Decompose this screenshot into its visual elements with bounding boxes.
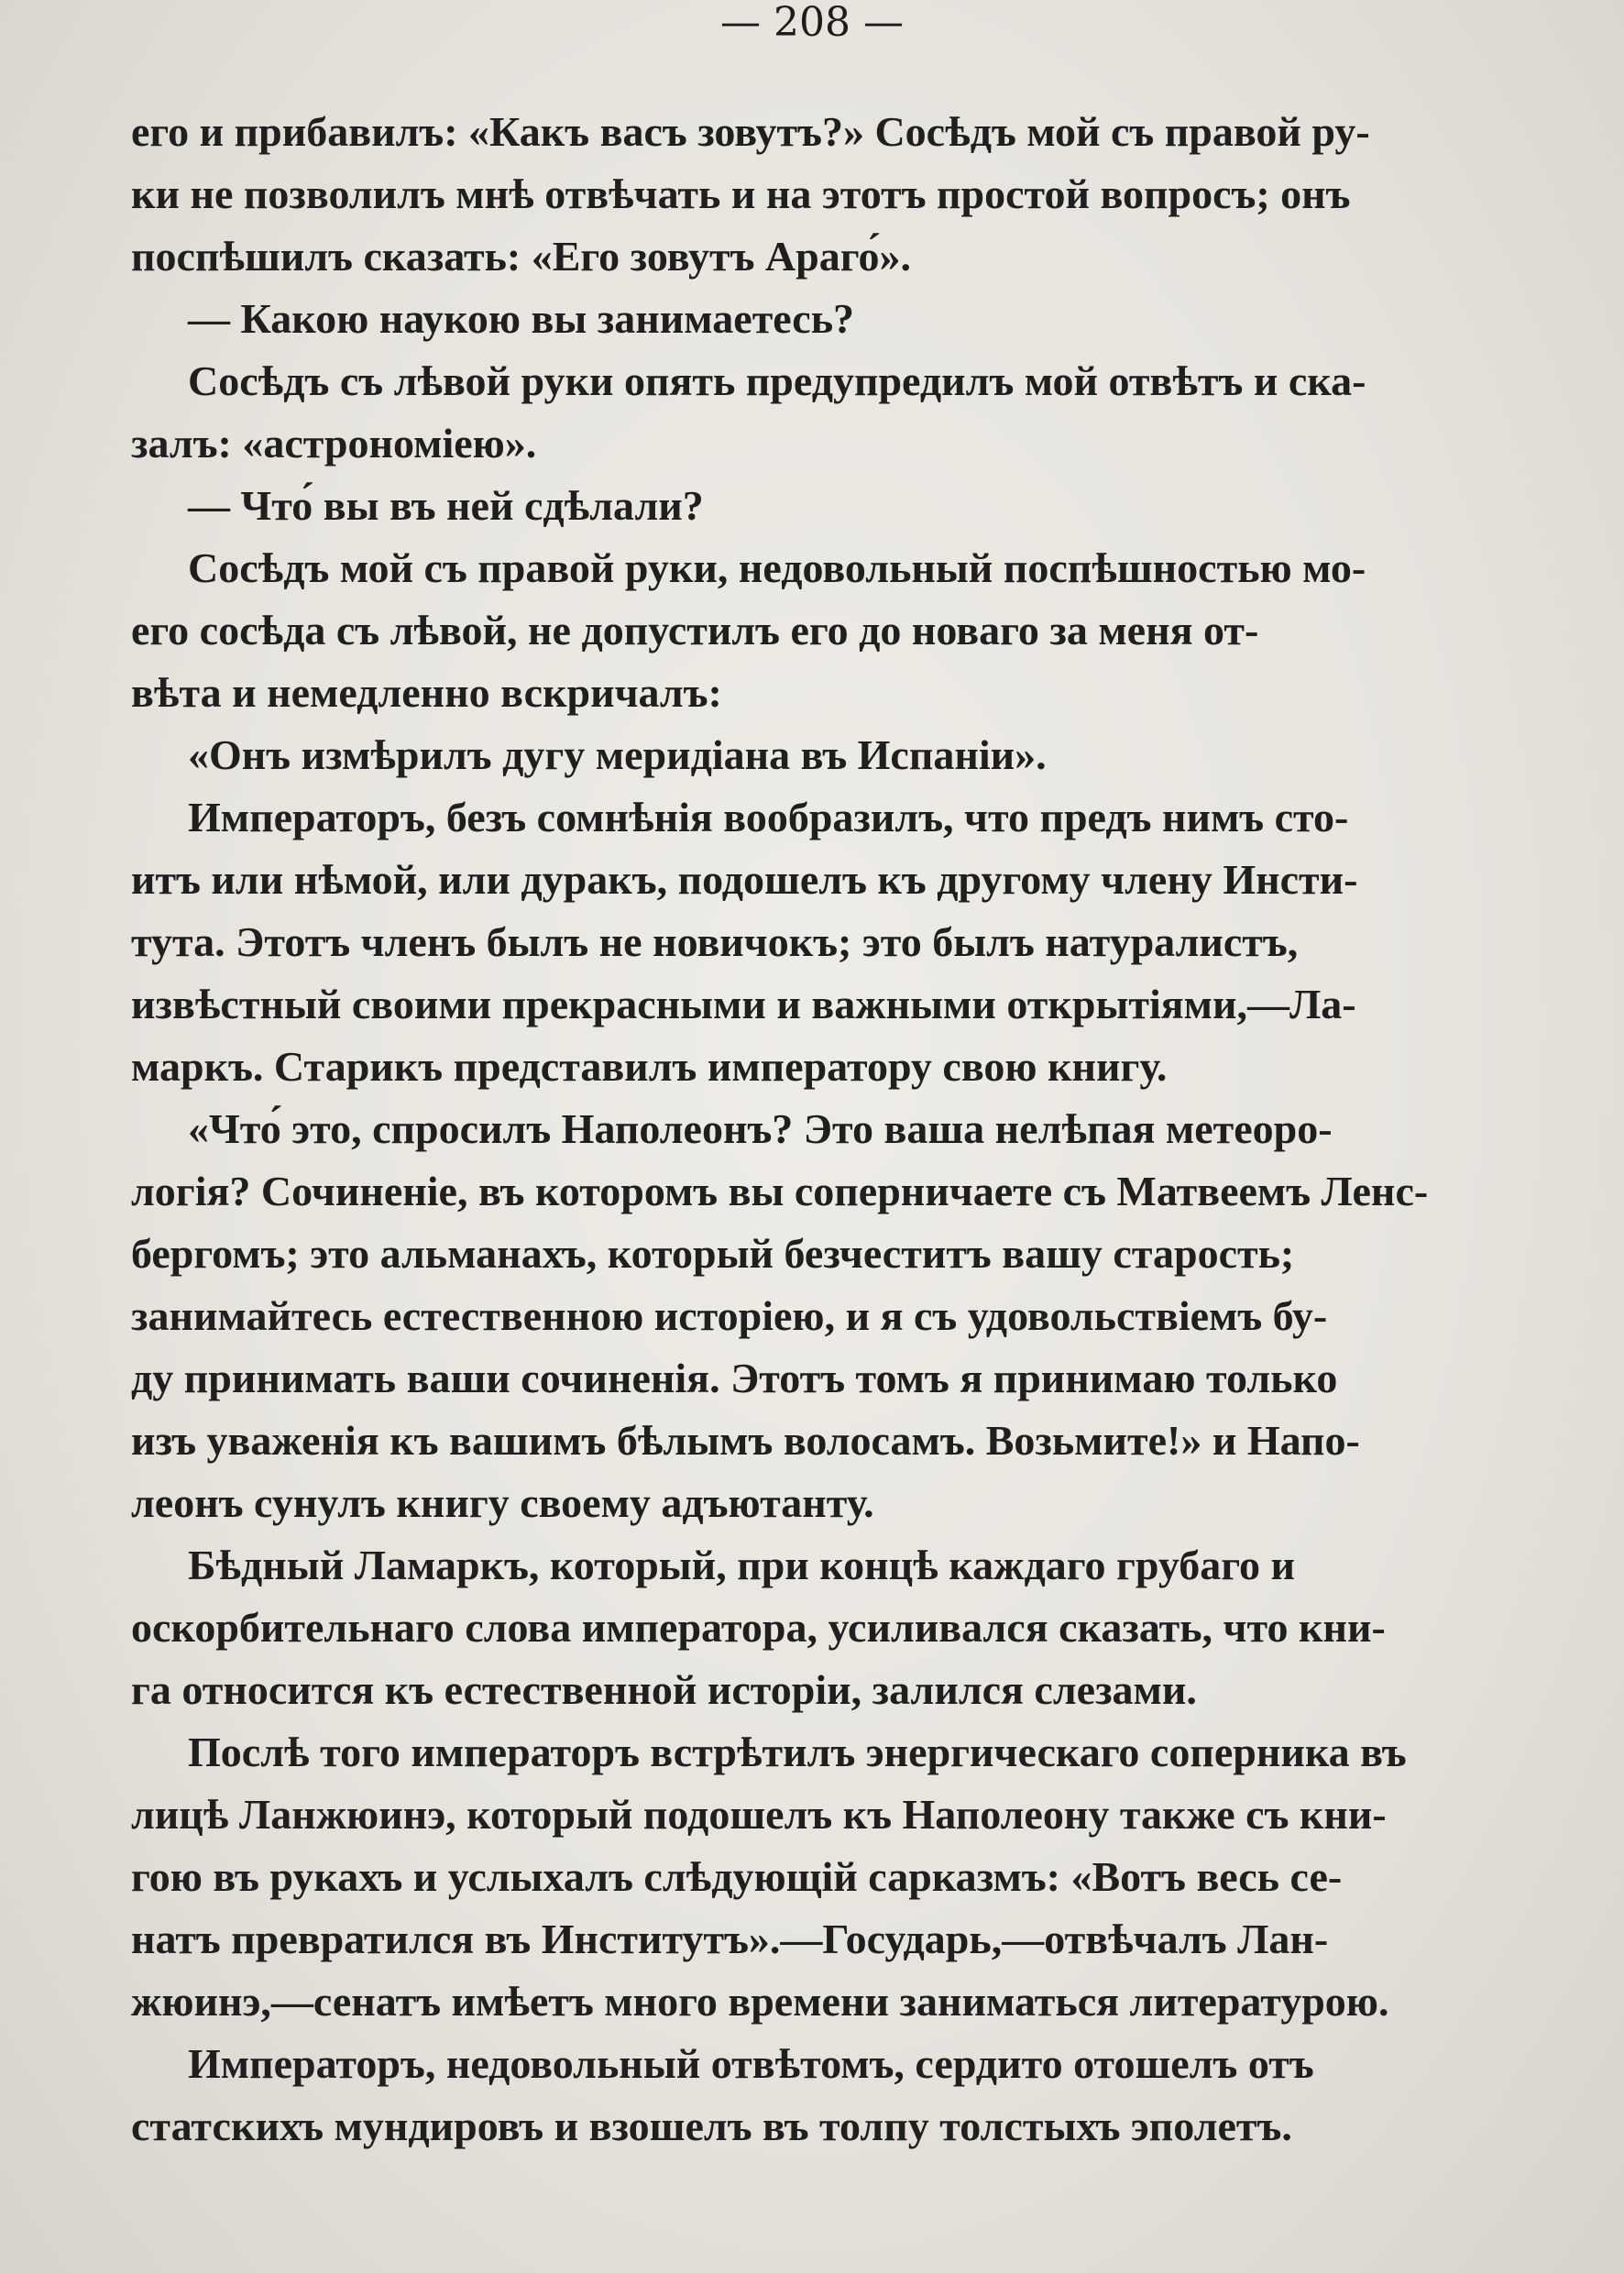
text-line: — Какою наукою вы занимаетесь? xyxy=(188,295,855,342)
text-line: его сосѣда съ лѣвой, не допустилъ его до новаго за меня от- xyxy=(131,607,1259,653)
text-line: вѣта и немедленно вскричалъ: xyxy=(131,669,722,716)
text-line: Императоръ, безъ сомнѣнія вообразилъ, что предъ нимъ сто- xyxy=(188,794,1349,840)
text-line: ду принимать ваши сочиненія. Этотъ томъ я принимаю только xyxy=(131,1355,1338,1401)
paragraph xyxy=(131,101,1506,288)
text-line: га относится къ естественной исторіи, залился слезами. xyxy=(131,1666,1197,1713)
paragraph xyxy=(131,537,1506,724)
text-line: Бѣдный Ламаркъ, который, при концѣ каждаго грубаго и xyxy=(188,1542,1295,1588)
paragraph xyxy=(131,724,1506,786)
text-line: натъ превратился въ Институтъ».—Государь,—отвѣчалъ Лан- xyxy=(131,1916,1329,1962)
text-line: «Что́ это, спросилъ Наполеонъ? Это ваша нелѣпая метеоро- xyxy=(188,1105,1333,1152)
paragraph xyxy=(131,2033,1506,2158)
text-line: маркъ. Старикъ представилъ императору свою книгу. xyxy=(131,1043,1168,1090)
text-line: леонъ сунулъ книгу своему адъютанту. xyxy=(131,1479,874,1526)
page-number: — 208 — xyxy=(720,0,904,46)
paragraph xyxy=(131,786,1506,1098)
text-line: Сосѣдъ съ лѣвой руки опять предупредилъ мой отвѣтъ и ска- xyxy=(188,357,1366,404)
text-line: лицѣ Ланжюинэ, который подошелъ къ Наполеону также съ кни- xyxy=(131,1791,1387,1838)
text-line: жюинэ,—сенатъ имѣетъ много времени заниматься литературою. xyxy=(131,1978,1389,2025)
text-line: статскихъ мундировъ и взошелъ въ толпу толстыхъ эполетъ. xyxy=(131,2103,1292,2149)
text-line: бергомъ; это альманахъ, который безчеститъ вашу старость; xyxy=(131,1230,1295,1277)
text-line: логія? Сочиненіе, въ которомъ вы соперничаете съ Матвеемъ Ленс- xyxy=(131,1168,1429,1214)
paragraph xyxy=(131,1098,1506,1534)
paragraph xyxy=(131,1721,1506,2033)
text-line: изъ уваженія къ вашимъ бѣлымъ волосамъ. Возьмите!» и Напо- xyxy=(131,1417,1360,1464)
text-line: его и прибавилъ: «Какъ васъ зовутъ?» Сосѣдъ мой съ правой ру- xyxy=(131,108,1370,155)
paragraph xyxy=(131,350,1506,475)
text-line: Послѣ того императоръ встрѣтилъ энергическаго соперника въ xyxy=(188,1729,1407,1775)
text-line: — Что́ вы въ ней сдѣлали? xyxy=(188,482,704,529)
text-line: гою въ рукахъ и услыхалъ слѣдующій сарказмъ: «Вотъ весь се- xyxy=(131,1853,1343,1900)
text-line: итъ или нѣмой, или дуракъ, подошелъ къ другому члену Инсти- xyxy=(131,856,1358,903)
paragraph xyxy=(131,475,1506,537)
text-line: занимайтесь естественною исторіею, и я съ удовольствіемъ бу- xyxy=(131,1292,1328,1339)
text-line: поспѣшилъ сказать: «Его зовутъ Араго́». xyxy=(131,233,911,280)
text-line: «Онъ измѣрилъ дугу меридіана въ Испаніи». xyxy=(188,731,1047,778)
body-text xyxy=(131,101,1506,2158)
text-line: тута. Этотъ членъ былъ не новичокъ; это былъ натуралистъ, xyxy=(131,918,1299,965)
text-line: извѣстный своими прекрасными и важными открытіями,—Ла- xyxy=(131,981,1356,1027)
text-line: оскорбительнаго слова императора, усиливался сказать, что кни- xyxy=(131,1604,1386,1651)
text-line: ки не позволилъ мнѣ отвѣчать и на этотъ простой вопросъ; онъ xyxy=(131,170,1351,217)
paragraph xyxy=(131,288,1506,350)
text-line: Императоръ, недовольный отвѣтомъ, сердито отошелъ отъ xyxy=(188,2040,1314,2087)
text-line: Сосѣдъ мой съ правой руки, недовольный поспѣшностью мо- xyxy=(188,544,1366,591)
paragraph xyxy=(131,1534,1506,1721)
text-line: залъ: «астрономіею». xyxy=(131,420,537,467)
